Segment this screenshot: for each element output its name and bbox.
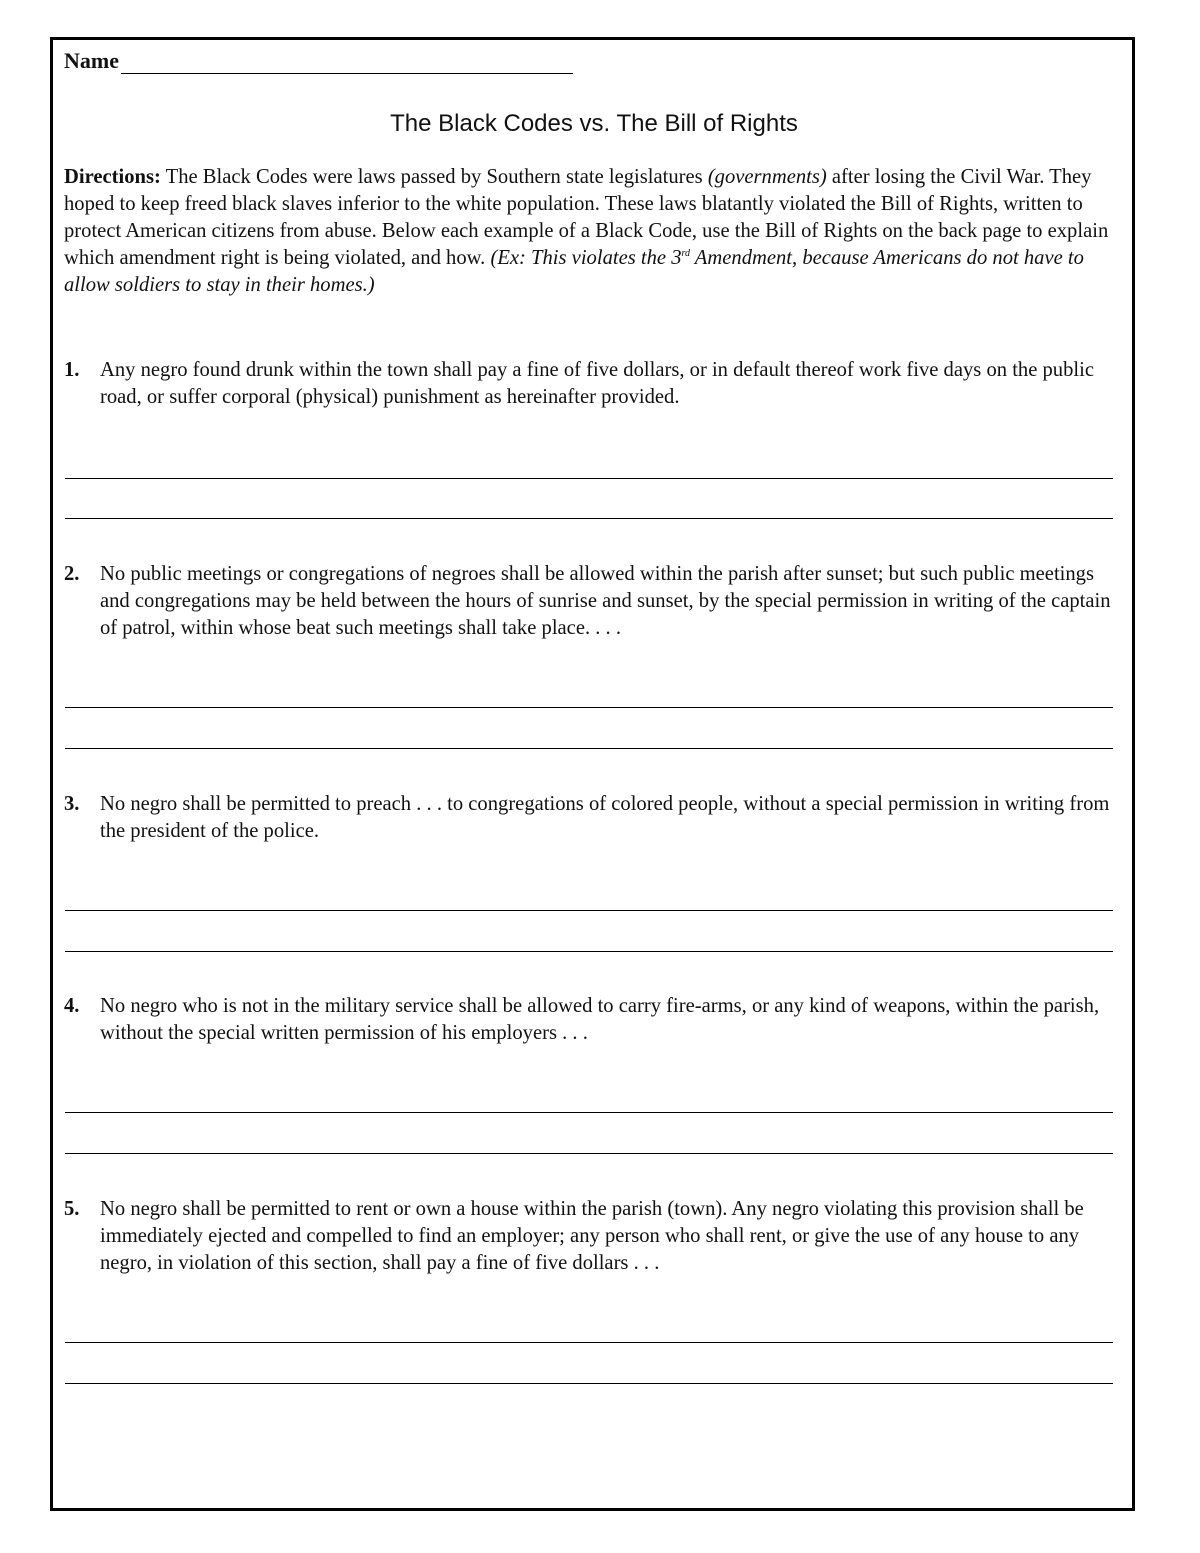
directions-example-sup: rd bbox=[681, 248, 691, 260]
question-number: 5. bbox=[64, 1198, 80, 1220]
answer-line-1a[interactable] bbox=[65, 478, 1113, 479]
name-field-row bbox=[64, 48, 573, 74]
directions-text-2: after losing the Civil War. They hoped to keep freed black slaves inferior to the white population. These laws blatantly violated the Bill of Rights, written to protect American citizens from abuse. Below each example of a Black Code, use the Bill of Rights on the back page to explain which amendment right is being violated, and how. bbox=[64, 166, 1109, 269]
directions-governments: (governments) bbox=[707, 166, 827, 188]
answer-line-3a[interactable] bbox=[65, 910, 1113, 911]
question-number: 3. bbox=[64, 793, 80, 815]
directions-label: Directions: bbox=[64, 166, 161, 188]
directions-text-1: The Black Codes were laws passed by Southern state legislatures bbox=[165, 166, 708, 188]
question-text: No negro shall be permitted to rent or own a house within the parish (town). Any negro violating this provision shall be immediately ejected and compelled to find an employer; any person who shall rent, or give the use of any house to any negro, in violation of this section, shall pay a fine of five dollars . . . bbox=[100, 1198, 1084, 1274]
answer-line-1b[interactable] bbox=[65, 518, 1113, 519]
question-number: 1. bbox=[64, 359, 80, 381]
answer-line-5b[interactable] bbox=[65, 1383, 1113, 1384]
question-5 bbox=[64, 1196, 1126, 1277]
page-title: The Black Codes vs. The Bill of Rights bbox=[390, 110, 798, 137]
question-text: Any negro found drunk within the town shall pay a fine of five dollars, or in default thereof work five days on the public road, or suffer corporal (physical) punishment as hereinafter provided. bbox=[100, 359, 1094, 408]
directions-example-1: (Ex: This violates the 3 bbox=[490, 247, 682, 269]
name-label: Name bbox=[64, 48, 119, 73]
answer-line-5a[interactable] bbox=[65, 1342, 1113, 1343]
question-1 bbox=[64, 357, 1126, 411]
question-3 bbox=[64, 791, 1126, 845]
answer-line-4a[interactable] bbox=[65, 1112, 1113, 1113]
answer-line-3b[interactable] bbox=[65, 951, 1113, 952]
directions-paragraph bbox=[64, 164, 1126, 299]
question-4 bbox=[64, 993, 1126, 1047]
question-text: No public meetings or congregations of negroes shall be allowed within the parish after sunset; but such public meetings and congregations may be held between the hours of sunrise and sunset, by the special permission in writing of the captain of patrol, within whose beat such meetings shall take place. . . . bbox=[100, 563, 1111, 639]
question-2 bbox=[64, 561, 1126, 642]
question-text: No negro who is not in the military service shall be allowed to carry fire-arms, or any kind of weapons, within the parish, without the special written permission of his employers . . . bbox=[100, 995, 1100, 1044]
question-number: 2. bbox=[64, 563, 80, 585]
answer-line-2b[interactable] bbox=[65, 748, 1113, 749]
directions-example-2: Amendment, because Americans do not have to allow soldiers to stay in their homes.) bbox=[64, 247, 1084, 296]
answer-line-4b[interactable] bbox=[65, 1153, 1113, 1154]
question-text: No negro shall be permitted to preach . . . to congregations of colored people, without a special permission in writing from the president of the police. bbox=[100, 793, 1110, 842]
name-blank-line[interactable] bbox=[121, 49, 573, 74]
answer-line-2a[interactable] bbox=[65, 707, 1113, 708]
question-number: 4. bbox=[64, 995, 80, 1017]
